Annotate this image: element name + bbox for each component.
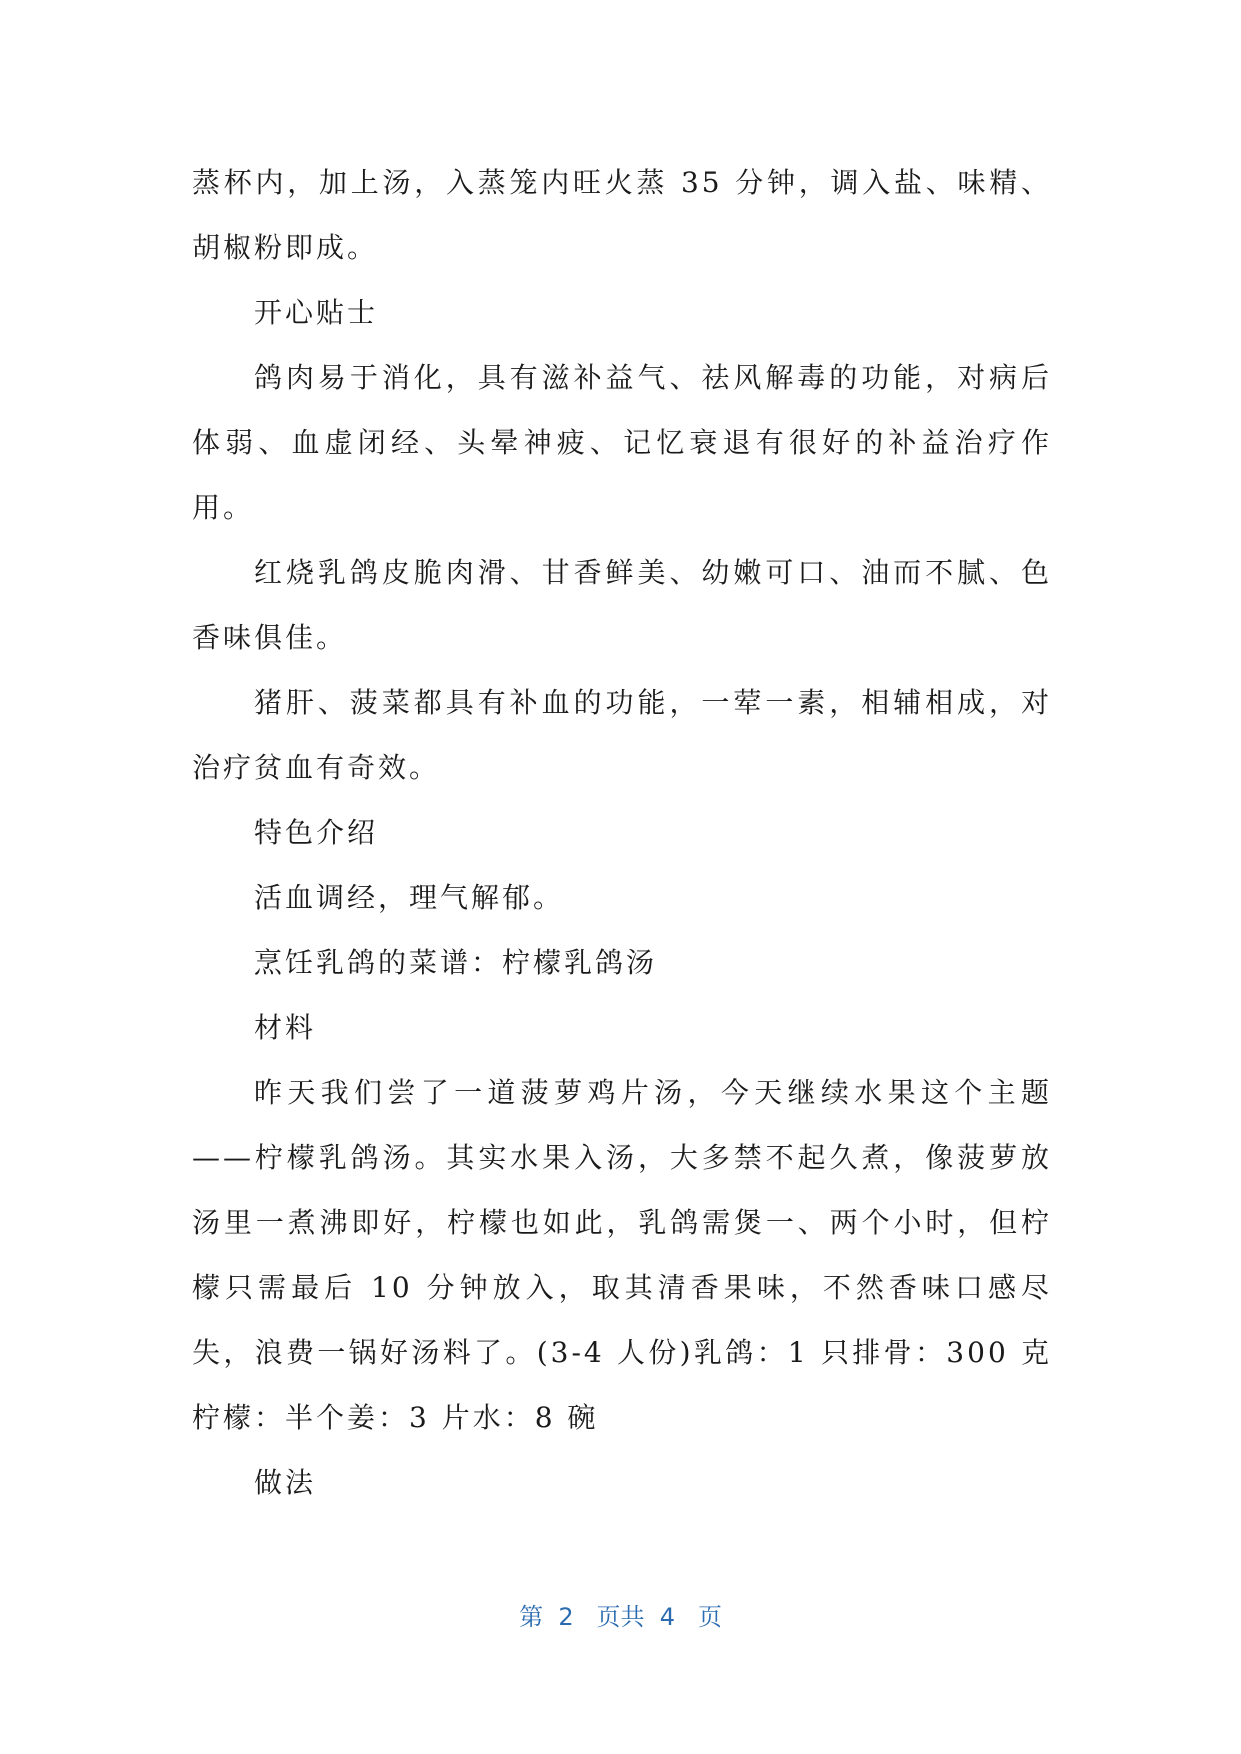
heading-tips: 开心贴士 [254, 296, 379, 329]
page-footer [0, 1597, 1241, 1632]
document-body [192, 150, 1052, 1515]
paragraph-steaming-step: 蒸杯内，加上汤，入蒸笼内旺火蒸 35 分钟，调入盐、味精、胡椒粉即成。 [192, 166, 1052, 264]
paragraph-braised-pigeon: 红烧乳鸽皮脆肉滑、甘香鲜美、幼嫩可口、油而不腻、色香味俱佳。 [192, 556, 1052, 654]
paragraph-pigeon-benefits: 鸽肉易于消化，具有滋补益气、祛风解毒的功能，对病后体弱、血虚闭经、头晕神疲、记忆衰退有很好的补益治疗作用。 [192, 361, 1052, 524]
paragraph-ingredients-text: 昨天我们尝了一道菠萝鸡片汤，今天继续水果这个主题——柠檬乳鸽汤。其实水果入汤，大多禁不起久煮，像菠萝放汤里一煮沸即好，柠檬也如此，乳鸽需煲一、两个小时，但柠檬只需最后 10 分钟放入，取其清香果味，不然香味口感尽失，浪费一锅好汤料了。(3-4 人份)乳鸽：1 只排骨：300 克柠檬：半个姜：3 片水：8 碗 [192, 1076, 1052, 1434]
heading-recipe-title: 烹饪乳鸽的菜谱：柠檬乳鸽汤 [254, 946, 658, 979]
footer-middle: 页共 [596, 1603, 645, 1631]
heading-ingredients: 材料 [254, 1011, 317, 1044]
footer-current-page: 2 [558, 1603, 574, 1631]
paragraph-liver-spinach: 猪肝、菠菜都具有补血的功能，一荤一素，相辅相成，对治疗贫血有奇效。 [192, 686, 1052, 784]
footer-suffix: 页 [697, 1603, 722, 1631]
footer-total-pages: 4 [659, 1603, 676, 1631]
heading-features: 特色介绍 [254, 816, 379, 849]
footer-prefix: 第 [519, 1603, 544, 1631]
heading-method: 做法 [254, 1466, 317, 1499]
paragraph-features-text: 活血调经，理气解郁。 [254, 881, 565, 914]
